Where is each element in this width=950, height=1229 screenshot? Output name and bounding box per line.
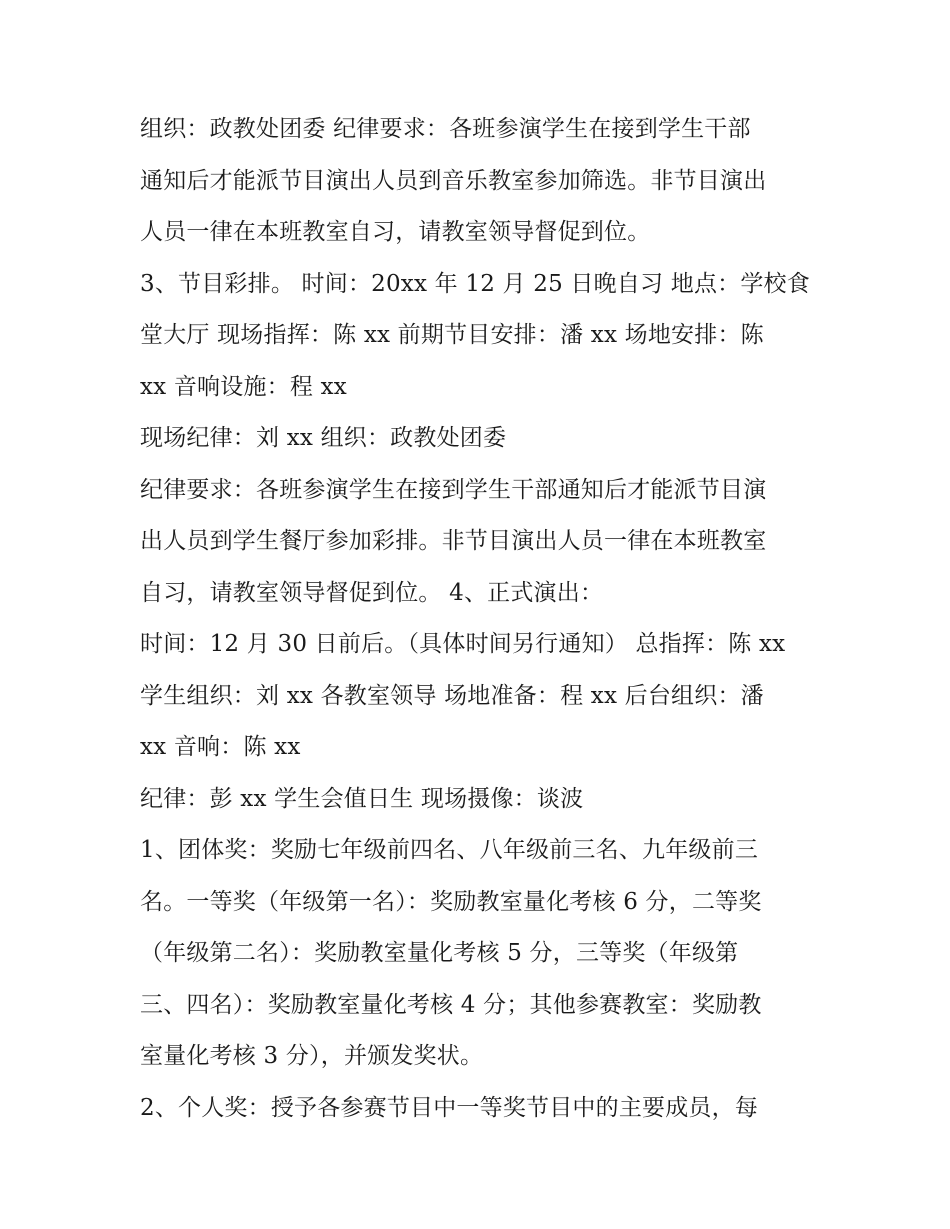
text-line: 人员一律在本班教室自习，请教室领导督促到位。 <box>140 219 651 245</box>
text-line: 纪律要求：各班参演学生在接到学生干部通知后才能派节目演 <box>140 476 767 503</box>
text-line: 自习，请教室领导督促到位。 4、正式演出： <box>140 579 604 606</box>
document-body <box>140 104 830 1134</box>
text-line: 堂大厅 现场指挥：陈 xx 前期节目安排：潘 xx 场地安排：陈 <box>140 322 764 348</box>
text-line: 1、团体奖：奖励七年级前四名、八年级前三名、九年级前三 <box>140 837 759 863</box>
text-line: 名。一等奖（年级第一名）：奖励教室量化考核 6 分，二等奖 <box>140 888 762 915</box>
text-line: 室量化考核 3 分），并颁发奖状。 <box>140 1043 484 1069</box>
text-line: 3、节目彩排。 时间：20xx 年 12 月 25 日晚自习 地点：学校食 <box>140 270 810 297</box>
text-line: 出人员到学生餐厅参加彩排。非节目演出人员一律在本班教室 <box>140 528 767 554</box>
text-line: 现场纪律：刘 xx 组织：政教处团委 <box>140 425 507 451</box>
text-line: xx 音响设施：程 xx <box>140 373 347 400</box>
text-line: 纪律：彭 xx 学生会值日生 现场摄像：谈波 <box>140 785 584 812</box>
text-line: xx 音响：陈 xx <box>140 734 301 760</box>
text-line: （年级第二名）：奖励教室量化考核 5 分，三等奖（年级第 <box>140 940 739 966</box>
text-line: 时间：12 月 30 日前后。（具体时间另行通知） 总指挥：陈 xx <box>140 631 786 657</box>
text-line: 组织：政教处团委 纪律要求：各班参演学生在接到学生干部 <box>140 116 751 142</box>
text-line: 三、四名）：奖励教室量化考核 4 分；其他参赛教室：奖励教 <box>140 991 762 1018</box>
text-line: 学生组织：刘 xx 各教室领导 场地准备：程 xx 后台组织：潘 <box>140 682 764 709</box>
text-line: 2、个人奖：授予各参赛节目中一等奖节目中的主要成员，每 <box>140 1094 759 1121</box>
text-line: 通知后才能派节目演出人员到音乐教室参加筛选。非节目演出 <box>140 167 767 194</box>
